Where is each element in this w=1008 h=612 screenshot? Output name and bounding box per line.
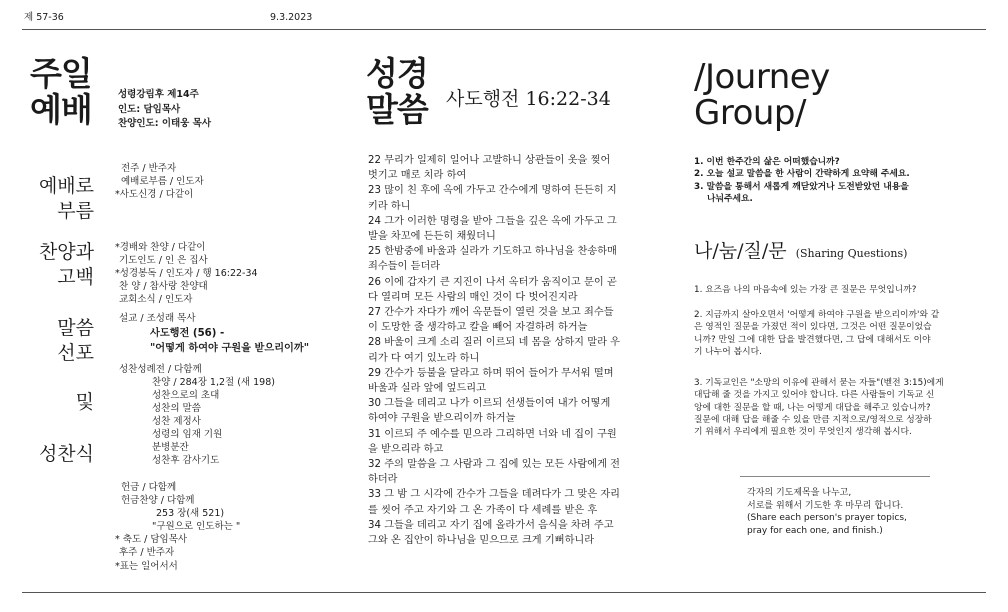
scripture-line: 31 이르되 주 예수를 믿으라 그리하면 너와 네 집이 구원: [368, 428, 617, 440]
scripture-line: 33 그 밤 그 시각에 간수가 그들을 데려다가 그 맞은 자리: [368, 489, 621, 501]
order-item: 찬 양 / 참사랑 찬양대: [119, 281, 208, 292]
bottom-divider: [22, 592, 986, 593]
section-communion: 성찬식: [38, 443, 94, 465]
sharing-question-2: 2. 지금까지 살아오면서 '어떻게 하여야 구원을 받으리이까'와 같 은 영적인 질문을 가졌던 적이 있다면, 그것은 어떤 질문이었습 니까? 만일 그에 대한 답을 발견했다면, 그 답에 대해서도 이야 기 나누어 봅시다.: [694, 310, 940, 357]
scripture-line: 28 바울이 크게 소리 질러 이르되 네 몸을 상하지 말라 우: [368, 337, 621, 349]
scripture-text: [368, 153, 644, 548]
scripture-line: 29 간수가 등불을 달라고 하며 뛰어 들어가 무서워 떨며: [368, 367, 614, 379]
scripture-line: 그와 온 집안이 하나님을 믿으므로 크게 기뻐하니라: [368, 535, 595, 547]
order-item: "구원으로 인도하는 ": [152, 521, 241, 532]
worship-info: [118, 88, 211, 132]
scripture-title-line2: 말씀: [366, 90, 428, 129]
closing-note: 각자의 기도제목을 나누고, 서로를 위해서 기도한 후 마무리 합니다. (Share each person's prayer topics, pray for each one, and finish.): [747, 488, 907, 536]
scripture-line: 26 이에 갑자기 큰 지진이 나서 옥터가 움직이고 문이 곧: [368, 276, 617, 288]
sharing-question-1: 1. 요즈음 나의 마음속에 있는 가장 큰 질문은 무엇입니까?: [694, 285, 917, 295]
group-questions: [694, 156, 910, 205]
scripture-line: 바울과 실라 앞에 엎드리고: [368, 383, 486, 395]
order-item: 기도인도 / 인 은 집사: [119, 255, 208, 266]
order-item: 성찬으로의 초대: [152, 390, 220, 401]
sermon-subtitle: "어떻게 하여야 구원을 받으리이까": [150, 343, 310, 354]
order-item: 예배로부름 / 인도자: [121, 176, 204, 187]
scripture-line: 34 그들을 데리고 자기 집에 올라가서 음식을 차려 주고: [368, 519, 614, 531]
issue-number: 제 57-36: [24, 12, 64, 23]
sermon-title: 사도행전 (56) -: [150, 328, 225, 339]
group-question: 나눠주세요.: [707, 193, 753, 204]
journey-title-line2: Group/: [694, 93, 806, 133]
scripture-line: 27 간수가 자다가 깨어 옥문들이 열린 것을 보고 죄수들: [368, 307, 614, 319]
scripture-line: 을 받으리라 하고: [368, 443, 444, 455]
scripture-line: 하더라: [368, 474, 398, 486]
scripture-line: 다 열리며 모든 사람의 매인 것이 다 벗어진지라: [368, 291, 578, 303]
group-question: 2. 오늘 설교 말씀을 한 사람이 간략하게 요약해 주세요.: [694, 169, 910, 180]
order-item: 성찬성례전 / 다함께: [119, 364, 202, 375]
order-item: 253 장(새 521): [156, 508, 225, 519]
group-question: 1. 이번 한주간의 삶은 어떠했습니까?: [694, 157, 840, 167]
order-item: 전주 / 반주자: [121, 163, 177, 174]
worship-week: 성령강림후 제14주: [118, 89, 199, 100]
order-item: *표는 일어서서: [115, 561, 178, 572]
scripture-line: 24 그가 이러한 명령을 받아 그들을 깊은 옥에 가두고 그: [368, 215, 617, 227]
order-item: *사도신경 / 다같이: [115, 189, 194, 200]
sharing-title: 나/눔/질/문: [694, 240, 787, 262]
order-item: 헌금 / 다함께: [121, 482, 177, 493]
scripture-line: 죄수들이 듣더라: [368, 261, 441, 273]
order-item: 찬양 / 284장 1,2절 (새 198): [152, 377, 275, 388]
sharing-question-3: 3. 기독교인은 "소망의 이유에 관해서 묻는 자들"(벧전 3:15)에게 대답해 줄 것을 가지고 있어야 합니다. 다른 사람들이 기독교 신 앙에 대한 질문을 할 때, 나는 어떻게 대답을 해주고 있습니까? 질문에 대해 답을 해줄 수 있을 만큼 지적으로/영적으로 성장하 기 위해서 우리에게 필요한 것이 무엇인지 생각해 봅시다.: [694, 378, 944, 438]
sharing-subtitle: (Sharing Questions): [795, 247, 908, 260]
section-praise-confession: 찬양과 고백: [38, 241, 94, 288]
order-item: *성경봉독 / 인도자 / 행 16:22-34: [115, 268, 258, 279]
order-item: * 축도 / 담임목사: [115, 534, 188, 545]
scripture-line: 25 한밤중에 바울과 실라가 기도하고 하나님을 찬송하매: [368, 246, 617, 258]
scripture-line: 22 무리가 일제히 일어나 고발하니 상관들이 옷을 찢어: [368, 155, 611, 166]
order-item: 후주 / 반주자: [119, 547, 175, 558]
scripture-line: 를 씻어 주고 자기와 그 온 가족이 다 세례를 받은 후: [368, 504, 598, 516]
journey-title-line1: /Journey: [694, 57, 830, 97]
issue-date: 9.3.2023: [270, 12, 313, 23]
scripture-line: 발을 차꼬에 든든히 채웠더니: [368, 231, 496, 243]
scripture-line: 하여야 구원을 받으리이까 하거늘: [368, 413, 516, 425]
section-and: 및: [75, 391, 94, 413]
scripture-line: 리가 다 여기 있노라 하니: [368, 352, 480, 364]
scripture-line: 23 많이 친 후에 옥에 가두고 간수에게 명하여 든든히 지: [368, 185, 617, 197]
order-item: 성령의 임재 기원: [152, 429, 223, 440]
order-item: *경배와 찬양 / 다같이: [115, 242, 206, 253]
group-question: 3. 말씀을 통해서 새롭게 깨닫았거나 도전받았던 내용을: [694, 181, 909, 192]
order-item: 성찬후 감사기도: [152, 455, 220, 466]
section-word: 말씀 선포: [57, 317, 94, 364]
scripture-line: 30 그들을 데리고 나가 이르되 선생들이여 내가 어떻게: [368, 398, 611, 410]
top-divider: [22, 29, 986, 30]
scripture-line: 32 주의 말씀을 그 사람과 그 집에 있는 모든 사람에게 전: [368, 459, 621, 471]
scripture-line: 키라 하니: [368, 200, 411, 212]
order-item: 헌금찬양 / 다함께: [121, 495, 195, 506]
sharing-heading: [694, 236, 907, 263]
worship-leader: 인도: 담임목사: [118, 103, 181, 115]
order-item: 분병분잔: [152, 442, 189, 453]
worship-praise-leader: 찬양인도: 이태웅 목사: [118, 118, 212, 129]
scripture-reference: 사도행전 16:22-34: [446, 88, 611, 110]
order-item: 성찬 제정사: [152, 416, 201, 427]
order-item: 교회소식 / 인도자: [119, 294, 193, 305]
worship-title-line1: 주일: [30, 54, 92, 93]
scripture-line: 이 도망한 줄 생각하고 칼을 빼어 자결하려 하거늘: [368, 322, 588, 334]
order-item: 성찬의 말씀: [152, 403, 201, 414]
closing-divider: [740, 476, 930, 477]
order-item: 설교 / 조성래 목사: [119, 313, 196, 324]
worship-title-line2: 예배: [30, 90, 92, 129]
scripture-title-line1: 성경: [366, 54, 428, 93]
scripture-line: 벗기고 매로 치라 하여: [368, 170, 467, 182]
section-call-to-worship: 예배로 부름: [38, 175, 94, 222]
